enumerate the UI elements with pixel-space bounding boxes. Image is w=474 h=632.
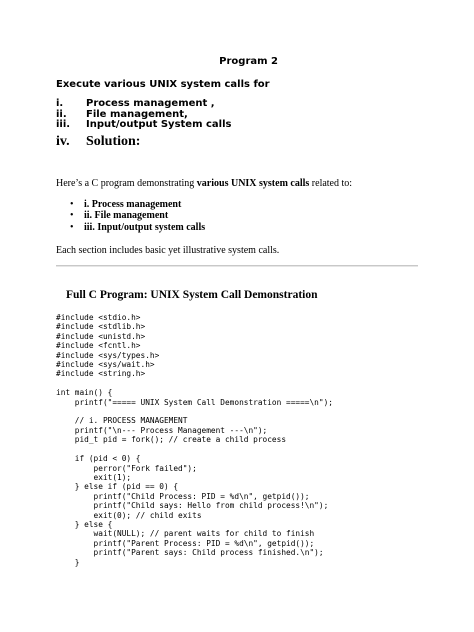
code-line: exit(1); xyxy=(56,472,132,482)
intro-text-end: related to: xyxy=(309,178,353,189)
closing-paragraph: Each section includes basic yet illustrative system calls. xyxy=(56,245,280,256)
intro-paragraph xyxy=(56,178,352,189)
code-line: if (pid < 0) { xyxy=(56,454,141,464)
code-line: } xyxy=(56,557,80,567)
code-line: } else { xyxy=(56,519,113,529)
bullet-text: i. Process management xyxy=(84,199,182,210)
code-line: wait(NULL); // parent waits for child to finish xyxy=(56,529,315,539)
code-line: int main() { xyxy=(56,388,113,398)
code-line: #include <sys/types.h> xyxy=(56,350,160,360)
code-line: printf("===== UNIX System Call Demonstration =====\n"); xyxy=(56,397,333,407)
code-line: printf("Parent says: Child process finished.\n"); xyxy=(56,548,324,558)
task-number: iv. xyxy=(56,133,70,149)
bullet-item xyxy=(70,222,205,233)
code-line: #include <unistd.h> xyxy=(56,331,146,341)
bullet-text: ii. File management xyxy=(84,210,169,222)
task-text: Input/output System calls xyxy=(86,119,232,131)
bullet-item xyxy=(70,210,205,221)
code-line: pid_t pid = fork(); // create a child process xyxy=(56,435,287,445)
program-title: Program 2 xyxy=(219,56,278,67)
code-line: } else if (pid == 0) { xyxy=(56,482,179,492)
code-line: #include <stdio.h> xyxy=(56,313,141,322)
code-line: printf("Child Process: PID = %d\n", getpid()); xyxy=(56,491,310,501)
code-line: printf("Child says: Hello from child process!\n"); xyxy=(56,501,329,511)
code-line: #include <fcntl.h> xyxy=(56,341,141,351)
code-line: // i. PROCESS MANAGEMENT xyxy=(56,416,188,426)
code-line: #include <sys/wait.h> xyxy=(56,360,155,370)
bullet-icon: • xyxy=(70,199,74,210)
code-line: #include <stdlib.h> xyxy=(56,322,146,332)
bullet-text: iii. Input/output system calls xyxy=(84,221,206,233)
task-number: i. xyxy=(56,98,64,109)
task-text: File management, xyxy=(86,108,188,120)
bullet-icon: • xyxy=(70,210,74,222)
task-text: Solution: xyxy=(86,133,141,149)
task-number: ii. xyxy=(56,108,67,120)
bullet-list xyxy=(70,199,205,233)
exec-heading: Execute various UNIX system calls for xyxy=(56,79,270,90)
horizontal-divider xyxy=(56,265,418,267)
code-line: exit(0); // child exits xyxy=(56,510,202,520)
code-block xyxy=(56,313,333,567)
task-text: Process management , xyxy=(86,98,215,109)
bullet-item xyxy=(70,199,205,210)
task-number: iii. xyxy=(56,119,71,131)
code-line: perror("Fork failed"); xyxy=(56,463,197,473)
bullet-icon: • xyxy=(70,221,74,233)
code-line: printf("Parent Process: PID = %d\n", getpid()); xyxy=(56,538,315,548)
section-heading: Full C Program: UNIX System Call Demonstration xyxy=(66,289,318,301)
intro-text: Here’s a C program demonstrating xyxy=(56,178,197,189)
code-line: printf("\n--- Process Management ---\n"); xyxy=(56,425,268,435)
intro-bold-text: various UNIX system calls xyxy=(196,178,310,189)
code-line: #include <string.h> xyxy=(56,369,146,379)
